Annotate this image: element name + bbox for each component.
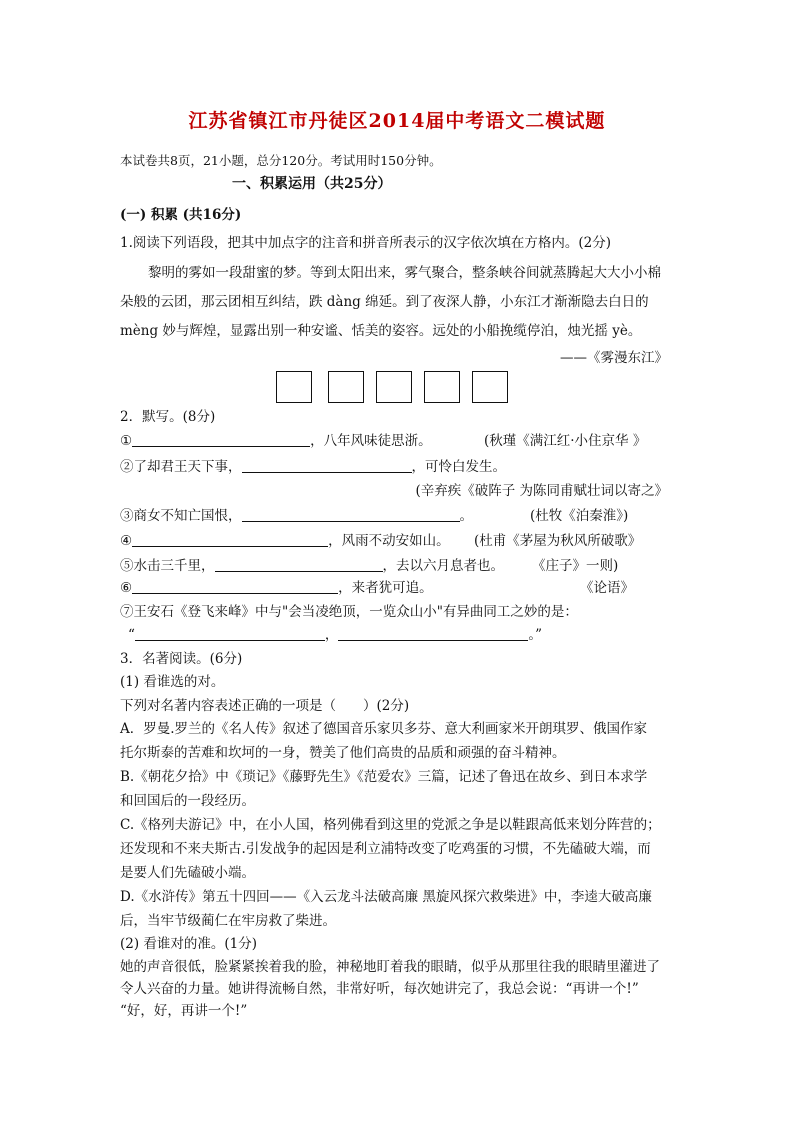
- intro-text: 本试卷共8页，21小题，总分120分。考试用时150分钟。: [120, 153, 442, 168]
- answer-box[interactable]: [472, 371, 508, 403]
- answer-blank[interactable]: [132, 579, 338, 594]
- q1-passage-line: 朵般的云团，那云团相互纠结，跌 dàng 绵延。到了夜深人静，小东江才渐渐隐去白日的: [120, 294, 649, 310]
- item-text: ②了却君王天下事，: [120, 459, 242, 475]
- answer-box[interactable]: [276, 371, 312, 403]
- q3-sub2-text: 令人兴奋的力量。她讲得流畅自然，非常好听，每次她讲完了，我总会说：“再讲一个!”: [120, 981, 639, 997]
- answer-box[interactable]: [328, 371, 364, 403]
- q1-passage-line: 黎明的雾如一段甜蜜的梦。等到太阳出来，雾气聚合，整条峡谷间就蒸腾起大大小小棉: [148, 265, 661, 281]
- q2-item-1-source: (秋瑾《满江红·小住京华 》: [484, 433, 647, 449]
- item-number: ①: [120, 433, 133, 449]
- q2-item-2: [120, 458, 506, 476]
- option-a-cont: 托尔斯泰的苦难和坎坷的一身，赞美了他们高贵的品质和顽强的奋斗精神。: [120, 745, 566, 761]
- q2-item-7-answer: [128, 626, 542, 644]
- answer-box[interactable]: [424, 371, 460, 403]
- close-quote: 。”: [528, 627, 543, 643]
- q2-item-1: [120, 432, 432, 450]
- answer-box[interactable]: [376, 371, 412, 403]
- q2-item-5-source: 《庄子》一则): [532, 558, 619, 574]
- q2-item-4: [120, 532, 450, 550]
- answer-blank[interactable]: [132, 432, 310, 447]
- option-b: B.《朝花夕拾》中《琐记》《藤野先生》《范爱农》三篇，记述了鲁迅在故乡、到日本求学: [120, 769, 648, 785]
- answer-blank[interactable]: [242, 507, 460, 522]
- answer-blank[interactable]: [135, 626, 325, 641]
- section1-heading: (一) 积累 (共16分): [120, 207, 242, 223]
- item-text: ③商女不知亡国恨，: [120, 508, 242, 524]
- page-title: 江苏省镇江市丹徒区2014届中考语文二模试题: [188, 110, 606, 132]
- q1-source: ——《雾漫东江》: [560, 350, 668, 366]
- option-c-cont: 是要人们先磕破小端。: [120, 865, 255, 881]
- item-number: ④: [120, 533, 133, 549]
- q2-item-7: ⑦王安石《登飞来峰》中与"会当凌绝顶，一览众山小"有异曲同工之妙的是：: [120, 604, 578, 620]
- q3-sub2-text: 她的声音很低，脸紧紧挨着我的脸，神秘地盯着我的眼睛，似乎从那里往我的眼睛里灌进了: [120, 959, 660, 975]
- item-text: 。: [459, 508, 473, 524]
- separator: ，: [324, 627, 339, 643]
- option-c-cont: 还发现和不来夫斯古.引发战争的起因是利立浦特改变了吃鸡蛋的习惯，不先磕破大端，而: [120, 841, 651, 857]
- q3-sub1-question: 下列对名著内容表述正确的一项是（ ）(2分): [120, 698, 410, 714]
- open-quote: “: [128, 627, 135, 643]
- q3-sub1-title: (1) 看谁选的对。: [120, 674, 225, 690]
- answer-blank[interactable]: [132, 532, 328, 547]
- item-text: ⑤水击三千里，: [120, 558, 215, 574]
- q3-stem: 3．名著阅读。(6分): [120, 651, 243, 667]
- q2-item-6: [120, 579, 433, 597]
- answer-blank[interactable]: [215, 557, 383, 572]
- q2-item-6-source: 《论语》: [580, 580, 634, 596]
- q2-item-3-source: (杜牧《泊秦淮》): [530, 508, 629, 524]
- q2-item-2-source: (辛弃疾《破阵子 为陈同甫赋壮词以寄之》: [415, 483, 668, 499]
- item-text: ，风雨不动安如山。: [328, 533, 450, 549]
- option-c: C.《格列夫游记》中，在小人国，格列佛看到这里的党派之争是以鞋跟高低来划分阵营的；: [120, 817, 661, 833]
- item-text: ，可怜白发生。: [411, 459, 506, 475]
- q3-sub2-title: (2) 看谁对的准。(1分): [120, 936, 258, 952]
- item-text: ，八年风味徒思浙。: [310, 433, 432, 449]
- option-b-cont: 和回国后的一段经历。: [120, 793, 255, 809]
- part1-heading: 一、积累运用（共25分）: [232, 176, 392, 192]
- q1-passage-line: mèng 妙与辉煌，显露出别一种安谧、恬美的姿容。远处的小船挽缆停泊，烛光摇 yè。: [120, 323, 642, 339]
- item-text: ，去以六月息者也。: [382, 558, 504, 574]
- q2-item-3: [120, 507, 473, 525]
- q2-item-5: [120, 557, 504, 575]
- item-text: ，来者犹可追。: [338, 580, 433, 596]
- item-number: ⑥: [120, 580, 133, 596]
- option-d: D.《水浒传》第五十四回——《入云龙斗法破高廉 黑旋风探穴救柴进》中，李逵大破高廉: [120, 889, 652, 905]
- q2-item-4-source: (杜甫《茅屋为秋风所破歌》: [474, 533, 642, 549]
- q3-sub2-text: “好，好，再讲一个!”: [120, 1003, 248, 1019]
- answer-blank[interactable]: [242, 458, 412, 473]
- q2-stem: 2．默写。(8分): [120, 409, 216, 425]
- q1-stem: 1.阅读下列语段，把其中加点字的注音和拼音所表示的汉字依次填在方格内。(2分): [120, 235, 612, 251]
- option-d-cont: 后，当牢节级蔺仁在牢房救了柴进。: [120, 913, 336, 929]
- option-a: A．罗曼.罗兰的《名人传》叙述了德国音乐家贝多芬、意大利画家米开朗琪罗、俄国作家: [120, 721, 648, 737]
- answer-blank[interactable]: [338, 626, 528, 641]
